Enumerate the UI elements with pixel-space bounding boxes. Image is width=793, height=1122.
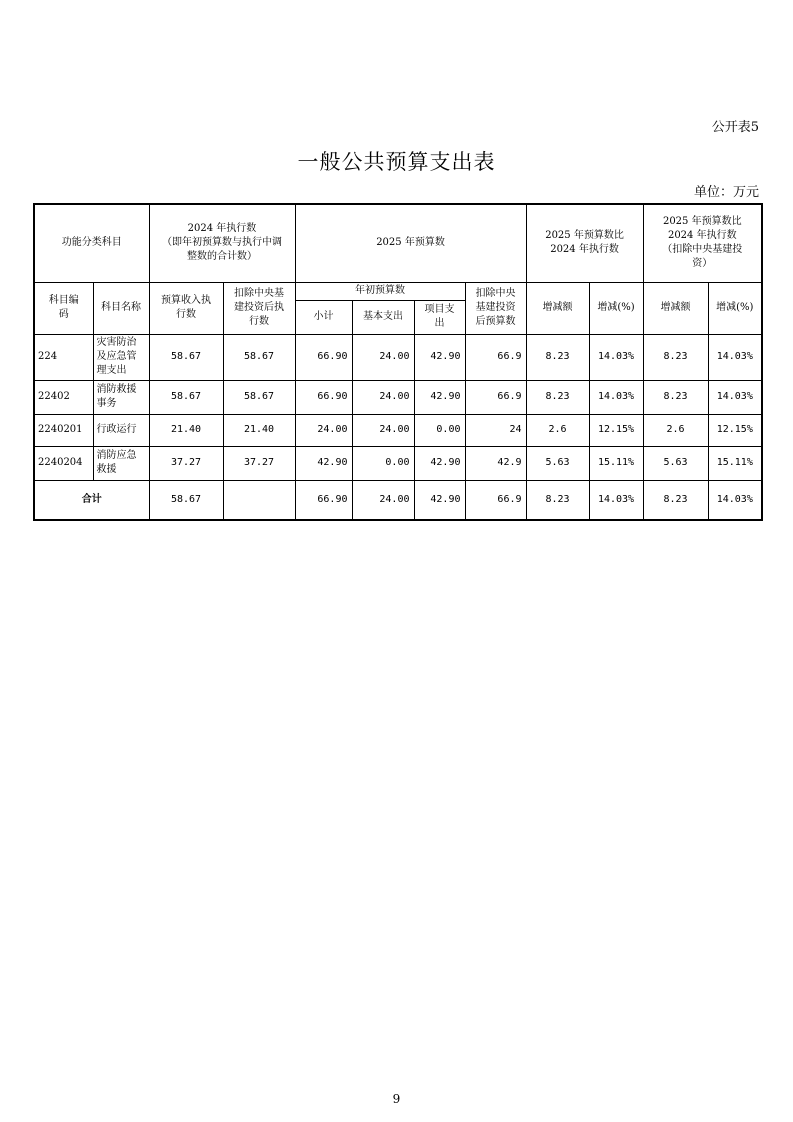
header-inc-pct-2: 增减(%) [708, 282, 762, 334]
cell-excl-budget: 42.9 [465, 446, 526, 480]
cell-pct-2: 14.03% [708, 334, 762, 380]
cell-name: 消防应急 救援 [93, 446, 149, 480]
header-inc-amount: 增减额 [526, 282, 589, 334]
cell-excl-budget: 66.9 [465, 334, 526, 380]
table-row [34, 414, 762, 446]
cell-pct: 15.11% [589, 446, 643, 480]
header-excl-budget: 扣除中央 基建投资 后预算数 [465, 282, 526, 334]
cell-budget-exec: 58.67 [149, 334, 223, 380]
cell-inc-2: 8.23 [643, 334, 708, 380]
cell-basic: 24.00 [352, 334, 414, 380]
cell-excl-exec: 58.67 [223, 334, 295, 380]
cell-project: 42.90 [414, 380, 465, 414]
cell-inc-2: 2.6 [643, 414, 708, 446]
cell-excl-budget: 24 [465, 414, 526, 446]
header-budget-2025: 2025 年预算数 [295, 204, 526, 282]
cell-name: 灾害防治 及应急管 理支出 [93, 334, 149, 380]
total-basic: 24.00 [352, 480, 414, 520]
cell-excl-exec: 58.67 [223, 380, 295, 414]
total-subtotal: 66.90 [295, 480, 352, 520]
total-inc: 8.23 [526, 480, 589, 520]
form-number: 公开表5 [711, 120, 759, 135]
budget-table [33, 203, 763, 521]
table-row [34, 380, 762, 414]
header-compare-exec-excl: 2025 年预算数比 2024 年执行数 （扣除中央基建投 资） [643, 204, 762, 282]
cell-budget-exec: 58.67 [149, 380, 223, 414]
cell-pct-2: 12.15% [708, 414, 762, 446]
cell-inc: 2.6 [526, 414, 589, 446]
cell-subtotal: 42.90 [295, 446, 352, 480]
header-annual-budget: 年初预算数 [295, 282, 465, 300]
cell-project: 42.90 [414, 446, 465, 480]
cell-pct-2: 14.03% [708, 380, 762, 414]
header-inc-pct: 增减(%) [589, 282, 643, 334]
page-number: 9 [392, 1092, 401, 1106]
header-budget-income-exec: 预算收入执 行数 [149, 282, 223, 334]
total-row [34, 480, 762, 520]
cell-pct: 14.03% [589, 380, 643, 414]
header-compare-exec: 2025 年预算数比 2024 年执行数 [526, 204, 643, 282]
cell-excl-budget: 66.9 [465, 380, 526, 414]
cell-inc: 8.23 [526, 380, 589, 414]
cell-code: 2240204 [34, 446, 93, 480]
cell-excl-exec: 37.27 [223, 446, 295, 480]
cell-basic: 24.00 [352, 414, 414, 446]
cell-code: 224 [34, 334, 93, 380]
total-label: 合计 [34, 480, 149, 520]
header-project: 项目支 出 [414, 300, 465, 334]
total-budget-exec: 58.67 [149, 480, 223, 520]
total-excl-budget: 66.9 [465, 480, 526, 520]
cell-name: 行政运行 [93, 414, 149, 446]
cell-project: 42.90 [414, 334, 465, 380]
header-excl-exec: 扣除中央基 建投资后执 行数 [223, 282, 295, 334]
cell-inc: 5.63 [526, 446, 589, 480]
header-code: 科目编 码 [34, 282, 93, 334]
total-excl-exec [223, 480, 295, 520]
page-title: 一般公共预算支出表 [297, 150, 496, 174]
cell-project: 0.00 [414, 414, 465, 446]
cell-subtotal: 24.00 [295, 414, 352, 446]
cell-inc-2: 8.23 [643, 380, 708, 414]
header-name: 科目名称 [93, 282, 149, 334]
cell-subtotal: 66.90 [295, 334, 352, 380]
header-exec-2024: 2024 年执行数 （即年初预算数与执行中调 整数的合计数） [149, 204, 295, 282]
cell-basic: 0.00 [352, 446, 414, 480]
header-category: 功能分类科目 [34, 204, 149, 282]
cell-budget-exec: 37.27 [149, 446, 223, 480]
table-row [34, 334, 762, 380]
cell-inc: 8.23 [526, 334, 589, 380]
cell-excl-exec: 21.40 [223, 414, 295, 446]
total-project: 42.90 [414, 480, 465, 520]
cell-code: 2240201 [34, 414, 93, 446]
total-pct-2: 14.03% [708, 480, 762, 520]
cell-pct: 12.15% [589, 414, 643, 446]
cell-basic: 24.00 [352, 380, 414, 414]
cell-subtotal: 66.90 [295, 380, 352, 414]
table-row [34, 446, 762, 480]
total-pct: 14.03% [589, 480, 643, 520]
total-inc-2: 8.23 [643, 480, 708, 520]
cell-name: 消防救援 事务 [93, 380, 149, 414]
cell-inc-2: 5.63 [643, 446, 708, 480]
header-inc-amount-2: 增减额 [643, 282, 708, 334]
unit-label: 单位：万元 [693, 185, 759, 200]
header-subtotal: 小计 [295, 300, 352, 334]
cell-budget-exec: 21.40 [149, 414, 223, 446]
header-basic: 基本支出 [352, 300, 414, 334]
cell-code: 22402 [34, 380, 93, 414]
cell-pct-2: 15.11% [708, 446, 762, 480]
cell-pct: 14.03% [589, 334, 643, 380]
